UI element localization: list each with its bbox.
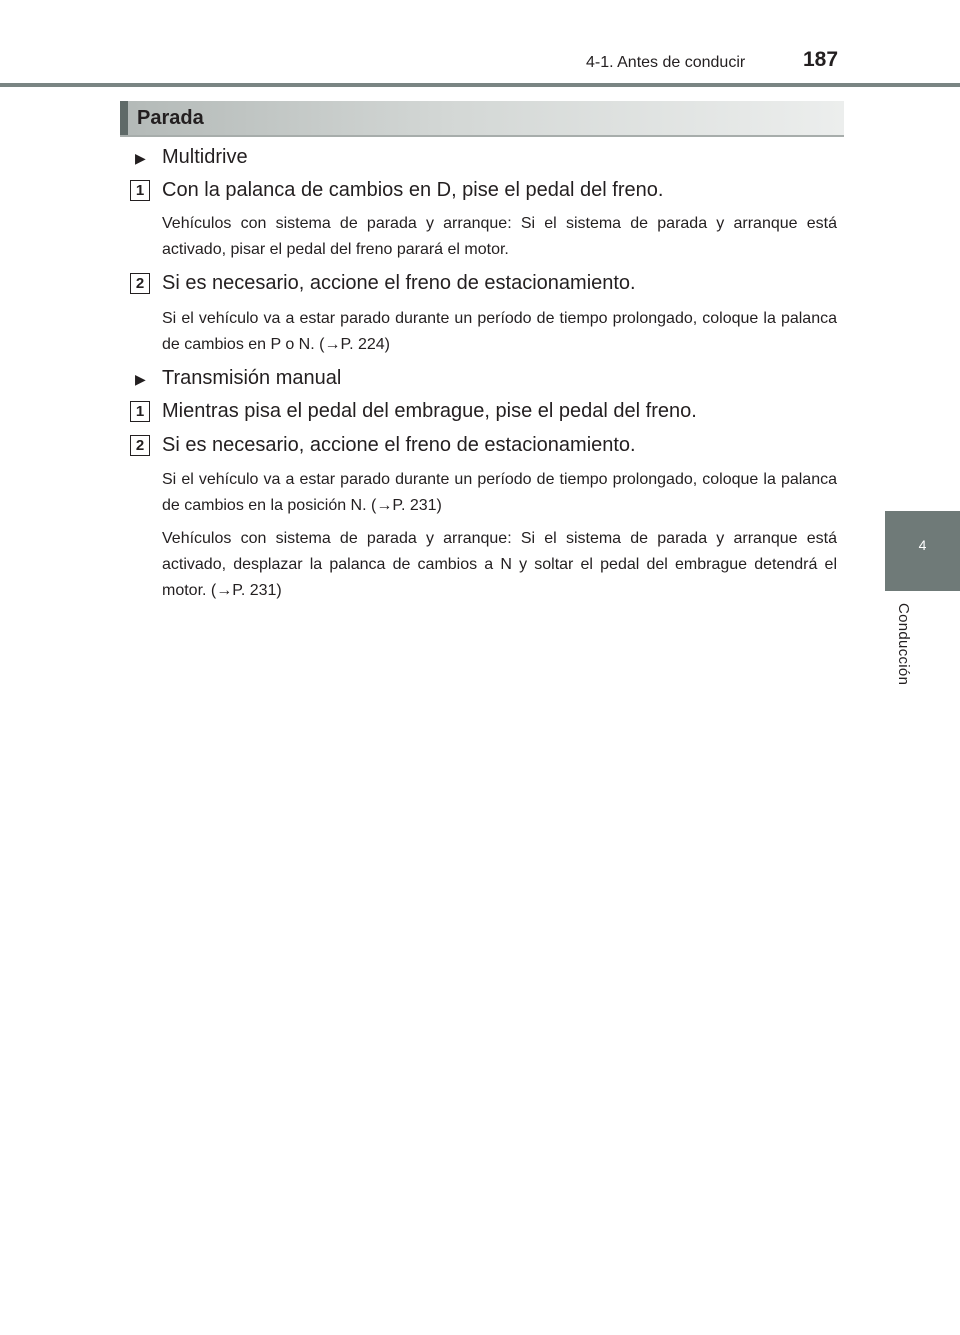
step-instruction: Si es necesario, accione el freno de estacionamiento. [162,434,636,456]
section-bar-accent [120,101,128,135]
header-divider [0,83,960,87]
step-number-badge: 1 [130,401,150,422]
multidrive-step-1-note: Vehículos con sistema de parada y arranque: Si el sistema de parada y arranque está activado, pisar el pedal del freno parará el motor. [162,215,837,258]
step-number-badge: 1 [130,180,150,201]
chapter-tab-label: Conducción [895,603,912,686]
triangle-bullet-icon: ▶ [135,371,146,387]
multidrive-heading: Multidrive [162,146,248,168]
chapter-tab-number: 4 [918,537,927,553]
manual-step-2-note-2: Vehículos con sistema de parada y arranque: Si el sistema de parada y arranque está activado, desplazar la palanca de cambios a N y soltar el pedal del embrague detendrá el motor. (→P. 231) [162,530,837,599]
section-title-bar [120,101,844,137]
step-instruction: Si es necesario, accione el freno de estacionamiento. [162,272,636,294]
triangle-bullet-icon: ▶ [135,150,146,166]
manual-heading: Transmisión manual [162,367,342,389]
step-instruction: Mientras pisa el pedal del embrague, pise el pedal del freno. [162,400,697,422]
step-number-badge: 2 [130,273,150,294]
chapter-section-header: 4-1. Antes de conducir [586,54,746,71]
step-instruction: Con la palanca de cambios en D, pise el pedal del freno. [162,179,664,201]
page-number: 187 [803,48,839,71]
manual-step-2-note-1: Si el vehículo va a estar parado durante un período de tiempo prolongado, coloque la palanca de cambios en la posición N. (→P. 231) [162,471,837,514]
step-number-badge: 2 [130,435,150,456]
multidrive-step-2-note: Si el vehículo va a estar parado durante un período de tiempo prolongado, coloque la palanca de cambios en P o N. (→P. 224) [162,310,837,353]
chapter-tab [885,511,960,591]
section-title: Parada [137,107,204,129]
